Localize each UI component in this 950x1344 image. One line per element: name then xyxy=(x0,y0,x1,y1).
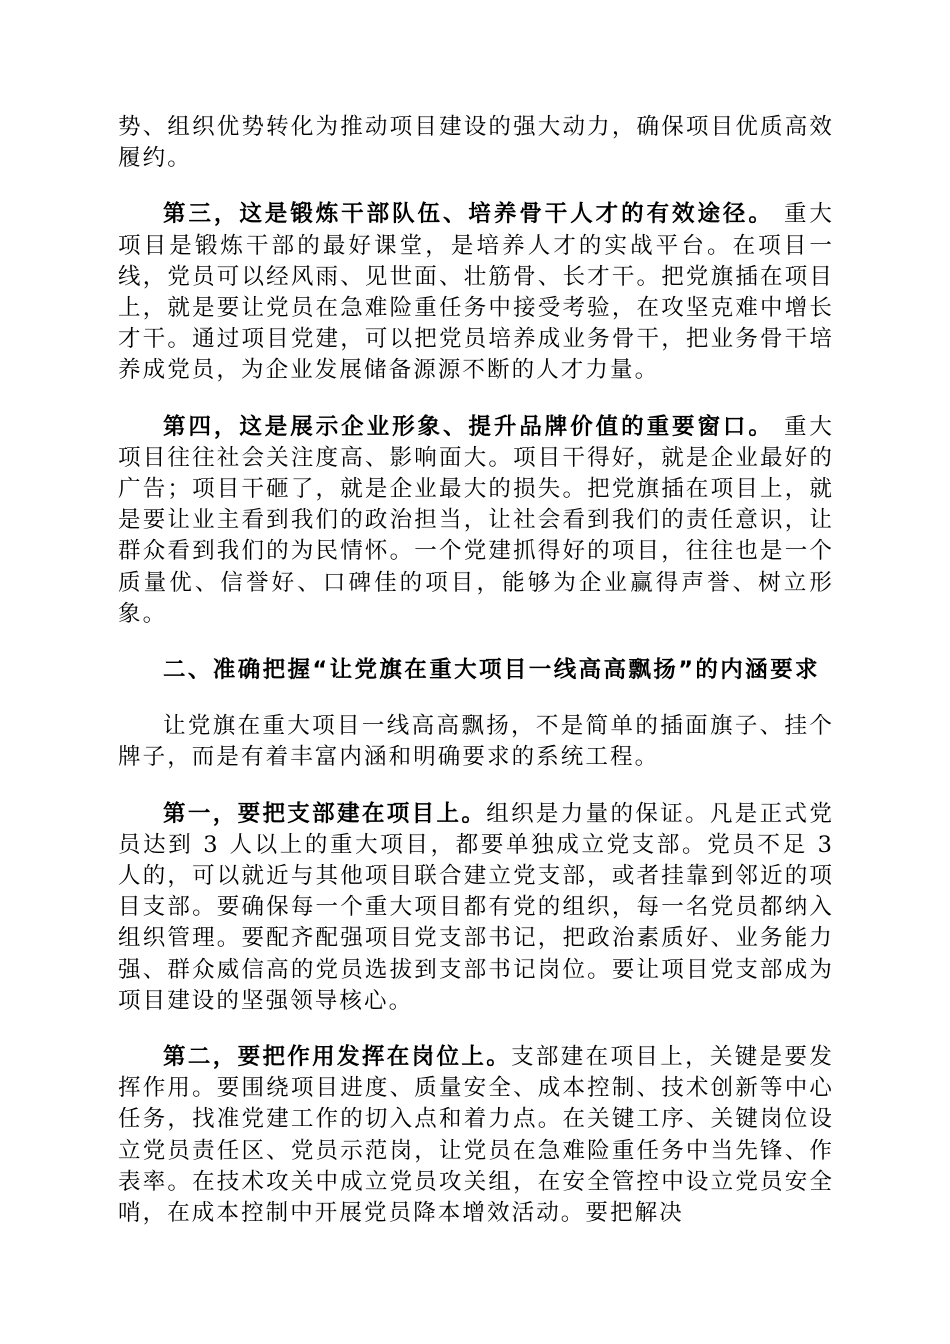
section-heading: 二、准确把握“让党旗在重大项目一线高高飘扬”的内涵要求 xyxy=(163,657,820,684)
paragraph-lead: 第四，这是展示企业形象、提升品牌价值的重要窗口。 xyxy=(163,413,774,440)
paragraph-second-requirement xyxy=(118,1042,834,1229)
paragraph-third-point xyxy=(118,199,834,386)
paragraph-lead: 第三，这是锻炼干部队伍、培养骨干人才的有效途径。 xyxy=(163,201,774,228)
paragraph-lead: 第一，要把支部建在项目上。 xyxy=(163,800,487,827)
paragraph-continued xyxy=(118,112,834,174)
paragraph-intro xyxy=(118,711,834,773)
paragraph-lead: 第二，要把作用发挥在岗位上。 xyxy=(163,1044,512,1071)
paragraph-text: 组织是力量的保证。凡是正式党员达到 3 人以上的重大项目，都要单独成立党支部。党员不足 3 人的，可以就近与其他项目联合建立党支部，或者挂靠到邻近的项目支部。要确保每一个重大项目都有党的组织，每一名党员都纳入组织管理。要配齐配强项目党支部书记，把政治素质好、业务能力强、群众威信高的党员选拔到支部书记岗位。要让项目党支部成为项目建设的坚强领导核心。 xyxy=(118,800,834,1014)
paragraph-fourth-point xyxy=(118,412,834,630)
paragraph-first-requirement xyxy=(118,799,834,1017)
paragraph-text: 势、组织优势转化为推动项目建设的强大动力，确保项目优质高效履约。 xyxy=(118,114,834,172)
paragraph-text: 让党旗在重大项目一线高高飘扬，不是简单的插面旗子、挂个牌子，而是有着丰富内涵和明确要求的系统工程。 xyxy=(118,713,834,771)
document-page xyxy=(118,112,834,1254)
paragraph-text: 支部建在项目上，关键是要发挥作用。要围绕项目进度、质量安全、成本控制、技术创新等中心任务，找准党建工作的切入点和着力点。在关键工序、关键岗位设立党员责任区、党员示范岗，让党员在急难险重任务中当先锋、作表率。在技术攻关中成立党员攻关组，在安全管控中设立党员安全哨，在成本控制中开展党员降本增效活动。要把解决 xyxy=(118,1044,834,1227)
paragraph-text: 重大项目是锻炼干部的最好课堂，是培养人才的实战平台。在项目一线，党员可以经风雨、见世面、壮筋骨、长才干。把党旗插在项目上，就是要让党员在急难险重任务中接受考验，在攻坚克难中增长才干。通过项目党建，可以把党员培养成业务骨干，把业务骨干培养成党员，为企业发展储备源源不断的人才力量。 xyxy=(118,201,834,384)
paragraph-text: 重大项目往往社会关注度高、影响面大。项目干得好，就是企业最好的广告；项目干砸了，就是企业最大的损失。把党旗插在项目上，就是要让业主看到我们的政治担当，让社会看到我们的责任意识，让群众看到我们的为民情怀。一个党建抓得好的项目，往往也是一个质量优、信誉好、口碑佳的项目，能够为企业赢得声誉、树立形象。 xyxy=(118,413,834,627)
